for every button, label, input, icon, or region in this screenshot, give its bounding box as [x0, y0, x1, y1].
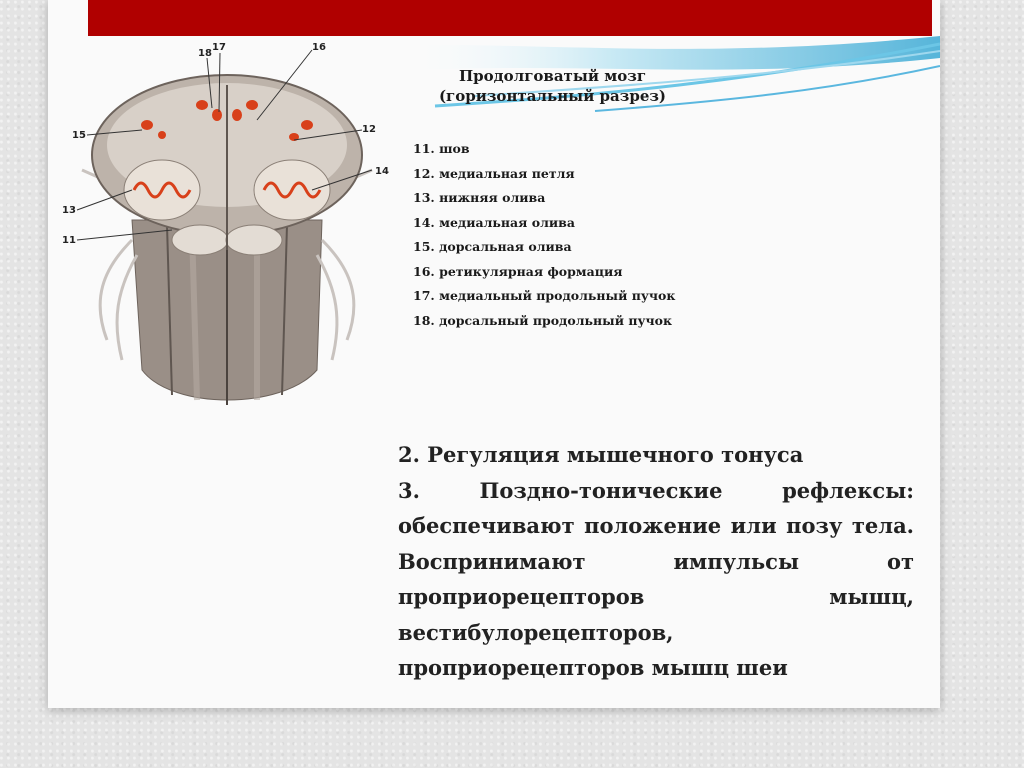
figure-label: 14 [375, 166, 389, 177]
figure-title [375, 66, 730, 106]
legend-item: 18. дорсальный продольный пучок [413, 312, 672, 328]
medulla-cross-section-illustration [62, 40, 392, 410]
figure-label: 17 [212, 42, 226, 53]
figure-label: 11 [62, 235, 76, 246]
body-text [398, 437, 914, 686]
title-line-1: Продолговатый мозг [458, 67, 647, 85]
point-3-end: проприорецепторов мышц шеи [398, 655, 788, 680]
legend-item: 14. медиальная олива [413, 214, 575, 230]
figure-label: 18 [198, 48, 212, 59]
title-line-2: (горизонтальный разрез) [438, 87, 667, 105]
legend-item: 15. дорсальная олива [413, 239, 572, 254]
point-3: 3. Поздно-тонические рефлексы: обеспечивают положение или позу тела. Воспринимают импульсы от проприорецепторов мышц, [398, 477, 914, 609]
legend-item: 16. ретикулярная формация [413, 263, 623, 279]
figure-label: 16 [312, 42, 326, 53]
figure-label: 15 [72, 130, 86, 141]
top-accent-bar [88, 0, 932, 36]
figure-label: 13 [62, 205, 76, 216]
legend-item: 12. медиальная петля [413, 165, 575, 181]
figure-legend [413, 137, 675, 333]
legend-item: 13. нижняя олива [413, 190, 546, 205]
point-3-continued: вестибулорецепторов, [398, 619, 674, 645]
legend-item: 11. шов [413, 141, 470, 156]
point-2: 2. Регуляция мышечного тонуса [398, 442, 804, 467]
figure-label: 12 [362, 124, 376, 135]
legend-item: 17. медиальный продольный пучок [413, 288, 676, 303]
